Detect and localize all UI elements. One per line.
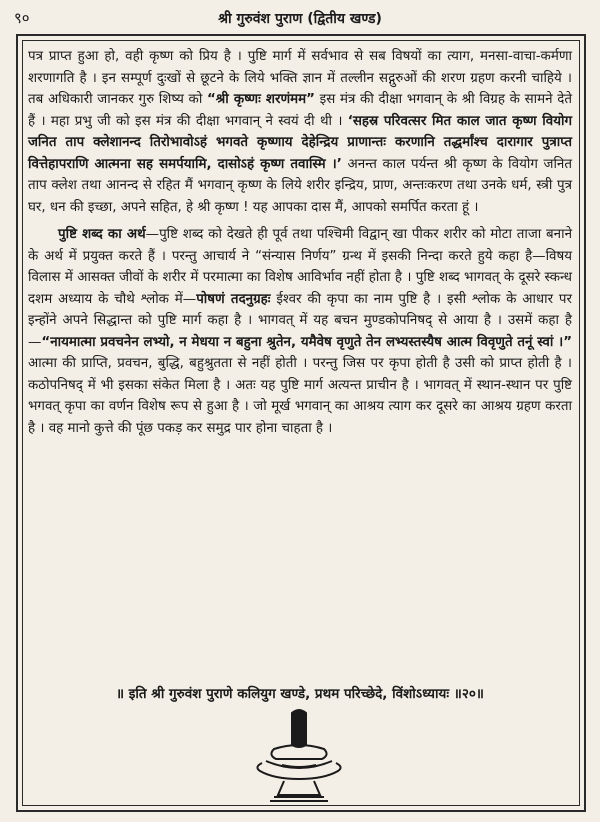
text-run: —पुष्टि शब्द को देखते ही पूर्व तथा पश्चिमी विद्वान् खा पीकर शरीर को मोटा ताजा बनाने के अर्थ में प्रयुक्त करते हैं । परन्तु आचार्य ने “संन्यास निर्णय” ग्रन्थ में इसकी निन्दा करते हुये कहा है—विषय विलास में आसक्त जीवों के शरीर में परमात्मा का विशेष आविर्भाव नहीं होता है । पुष्टि शब्द भागवत् के दूसरे स्कन्ध दशम अध्याय के चौथे श्लोक में— bbox=[28, 227, 573, 307]
paragraph-2 bbox=[28, 224, 572, 439]
chapter-colophon: ॥ इति श्री गुरुवंश पुराणे कलियुग खण्डे, प्रथम परिच्छेदे, विंशोऽध्यायः ॥२०॥ bbox=[116, 686, 484, 702]
mantra-shri-krishna: “श्री कृष्णः शरणंमम” bbox=[207, 92, 315, 107]
sanskrit-verse: ‘सहस्र परिवत्सर मित काल जात कृष्ण वियोग जनित ताप क्लेशानन्द तिरोभावोऽहं भगवते कृष्णाय देहेन्द्रिय प्राणान्तः करणानि तद्धर्मांश्च दारागार पुत्राप्त वित्तेहापराणि आत्मना सह समर्पयामि, दासोऽहं कृष्ण तवास्मि ।’ bbox=[28, 113, 572, 172]
paragraph-1 bbox=[28, 46, 572, 218]
page-number: ९० bbox=[14, 9, 30, 27]
shivling-lamp-icon bbox=[244, 705, 354, 805]
section-heading: पुष्टि शब्द का अर्थ bbox=[58, 227, 146, 242]
text-run: पत्र प्राप्त हुआ हो, वही कृष्ण को प्रिय है । पुष्टि मार्ग में सर्वभाव से सब विषयों का त्याग, मनसा-वाचा-कर्मणा शरणागति है । इन सम्पूर्ण दुःखों से छूटने के लिये भक्ति ज्ञान में तल्लीन सद्गुरुओं की शरण ग्रहण करनी चाहिये । तब अधिकारी जानकर गुरु शिष्य को bbox=[28, 49, 572, 107]
text-run: आत्मा की प्राप्ति, प्रवचन, बुद्धि, बहुश्रुतता से नहीं होती । परन्तु जिस पर कृपा होती है उसी को प्राप्त होती है । कठोपनिषद् में भी इसका संकेत मिला है । अतः यह पुष्टि मार्ग अत्यन्त प्राचीन है । भागवत् में स्थान-स्थान पर पुष्टि भगवत् कृपा का वर्णन विशेष रूप से हुआ है । जो मूर्ख भगवान् का आश्रय त्याग कर दूसरे का आश्रय ग्रहण करता है । वह मानो कुत्ते की पूंछ पकड़ कर समुद्र पार होना चाहता है । bbox=[28, 356, 572, 436]
upanishad-quote: “नायमात्मा प्रवचनेन लभ्यो, न मेधया न बहुना श्रुतेन, यमैवेष वृणुते तेन लभ्यस्तस्यैष आत्म विवृणुते तनूं स्वां ।” bbox=[41, 334, 572, 350]
shloka-quote: पोषणं तदनुग्रहः bbox=[196, 291, 271, 307]
running-title: श्री गुरुवंश पुराण (द्वितीय खण्ड) bbox=[218, 11, 382, 27]
page-body bbox=[28, 46, 572, 439]
text-run: ईश्वर की कृपा का नाम पुष्टि है । इसी श्लोक के आधार पर इन्होंने अपने सिद्धान्त को पुष्टि मार्ग कहा है । भागवत् में यह बचन मुण्डकोपनिषद् से आया है । उसमें कहा है— bbox=[28, 291, 572, 350]
text-run: इस मंत्र की दीक्षा भगवान् के श्री विग्रह के सामने देते हैं । महा प्रभु जी को इस मंत्र की दीक्षा भगवान् ने स्वयं दी थी । bbox=[28, 92, 573, 129]
page-header bbox=[0, 0, 600, 36]
text-run: अनन्त काल पर्यन्त श्री कृष्ण के वियोग जनित ताप क्लेश तथा आनन्द से रहित मैं भगवान् कृष्ण के लिये शरीर इन्द्रिय, प्राण, अन्तःकरण तथा उनके धर्म, स्त्री पुत्र घर, धन की इच्छा, अपने सहित, हे श्री कृष्ण ! यह आपका दास मैं, आपको समर्पित करता हूं । bbox=[28, 156, 572, 215]
